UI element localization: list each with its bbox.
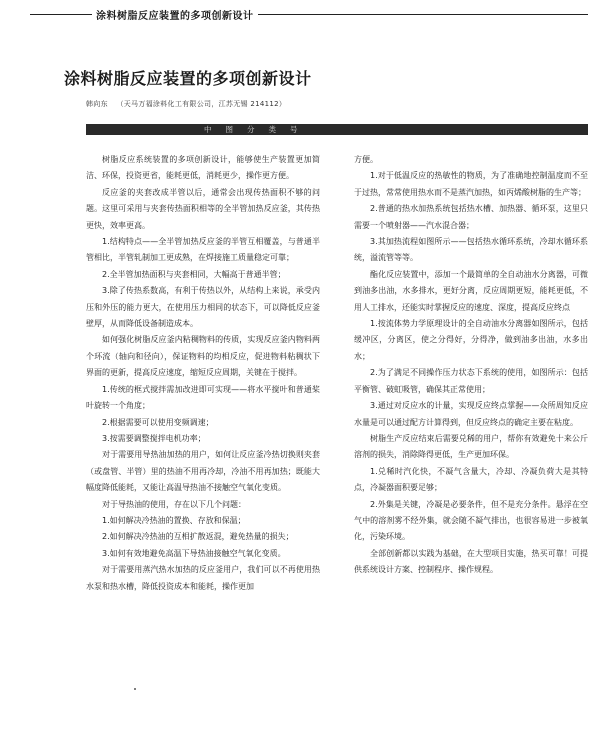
paragraph: 全部创新都以实践为基础，在大型项目实施，热买可靠！可提供系统设计方案、控制程序、操作规程。 (354, 548, 588, 575)
paragraph: 3.按需要调整搅拌电机功率； (102, 433, 206, 443)
paragraph: 1.如何解决冷热油的置换、存放和保温； (102, 515, 246, 525)
banner-text: 中图分类号 (204, 125, 312, 134)
paragraph: 1.结构特点——全半管加热反应釜的半管互相覆盖，与普通半管相比，半管轧制加工更成熟，在焊接施工质量稳定可靠； (86, 237, 320, 263)
paragraph: 方便。 (354, 155, 378, 164)
paragraph: 3.通过对反应水的计量，实现反应终点掌握——众所周知反应水量是可以通过配方计算得到，但反应终点的确定主要在粘度。 (354, 401, 588, 427)
author-affiliation: （天马万福涂料化工有限公司，江苏无锡 214112） (116, 100, 287, 108)
right-column (354, 152, 588, 579)
left-column (86, 152, 320, 595)
paragraph: 树脂反应系统装置的多项创新设计，能够使生产装置更加简洁、环保，投资更省，能耗更低，消耗更少，操作更方便。 (86, 155, 320, 181)
running-header: 涂料树脂反应装置的多项创新设计 (96, 11, 254, 22)
paragraph: 2.全半管加热面积与夹套相同，大幅高于普通半管； (102, 269, 286, 279)
paragraph: 酯化反应装置中，添加一个最简单的全自动油水分离器，可微到油多出油，水多排水，更好分离，反应周期更短，能耗更低，不用人工排水，还能实时掌握反应的速度、深度，提高反应终点 (354, 269, 588, 312)
header-rule-right (258, 14, 588, 15)
section-banner (86, 124, 588, 135)
paragraph: 2.如何解决冷热油的互相扩散返混，避免热量的损失； (102, 532, 294, 542)
paragraph: 3.其加热流程如图所示——包括热水循环系统，冷却水循环系统，溢流管等等。 (354, 237, 588, 263)
paragraph: 1.对于低温反应的热敏性的物质，为了准确地控制温度而不至于过热，常常使用热水而不是蒸汽加热，如丙烯酸树脂的生产等； (354, 171, 588, 197)
header-rule-left (30, 14, 92, 15)
author-line (86, 99, 292, 109)
paragraph: 反应釜的夹套改成半管以后，通常会出现传热面积不够的问题。这里可采用与夹套传热面积相等的全半管加热反应釜，其传热更快，效率更高。 (86, 187, 320, 230)
paragraph: 如何强化树脂反应釜内粘稠物料的传质，实现反应釜内物料两个环流（轴向和径向），保证物料的均相反应，促进物料粘稠状下界面的更新，提高反应速度，缩短反应周期，关键在于搅拌。 (86, 335, 320, 378)
paragraph: 2.根据需要可以使用变频调速； (102, 417, 214, 427)
paragraph: 2.外集是关键，冷凝是必要条件，但不是充分条件。悬浮在空气中的溶剂雾不经外集，就会随不凝气排出，也很容易进一步被氧化，污染环境。 (354, 499, 588, 542)
paragraph: 1.传统的框式搅拌需加改进即可实现——将水平搅叶和普通桨叶旋转一个角度； (86, 384, 320, 411)
paragraph: 3.除了传热系数高，有利于传热以外，从结构上来说，承受内压和外压的能力更大，在使用压力相同的状态下，可以降低反应釜壁厚，从而降低设备制造成本。 (86, 286, 320, 329)
page-dot (134, 688, 136, 690)
paragraph: 2.为了满足不同操作压力状态下系统的使用，如图所示：包括平衡管、破虹吸管，确保其正常使用； (354, 368, 588, 394)
article-title: 涂料树脂反应装置的多项创新设计 (64, 69, 312, 88)
paragraph: 2.普通的热水加热系统包括热水槽、加热器、循环泵，这里只需要一个喷射器——汽水混合器； (354, 204, 588, 230)
paragraph: 1.兑稀时汽化快，不凝气含量大，冷却、冷凝负荷大是其特点，冷凝器面积要足够； (354, 466, 588, 493)
paragraph: 3.如何有效地避免高温下导热油接触空气氧化变质。 (102, 548, 286, 558)
paragraph: 对于需要用蒸汽热水加热的反应釜用户，我们可以不再使用热水泵和热水槽，降低投资成本和能耗，操作更加 (86, 565, 320, 591)
author-name: 韩向东 (86, 100, 108, 108)
paragraph: 对于需要用导热油加热的用户，如何让反应釜冷热切换则夹套（或盘管、半管）里的热油不用再冷却，冷油不用再加热；既能大幅度降低能耗，又能让高温导热油不接触空气氧化变质。 (86, 450, 320, 493)
paragraph: 对于导热油的使用，存在以下几个问题： (102, 499, 246, 509)
paragraph: 树脂生产反应结束后需要兑稀的用户，帮你有效避免十来公斤溶剂的损失，消除降得更低，生产更加环保。 (354, 433, 588, 460)
paragraph: 1.按流体势力学原理设计的全自动油水分离器如图所示，包括缓冲区，分离区，使之分得好，分得净，做到油多出油，水多出水； (354, 319, 588, 361)
